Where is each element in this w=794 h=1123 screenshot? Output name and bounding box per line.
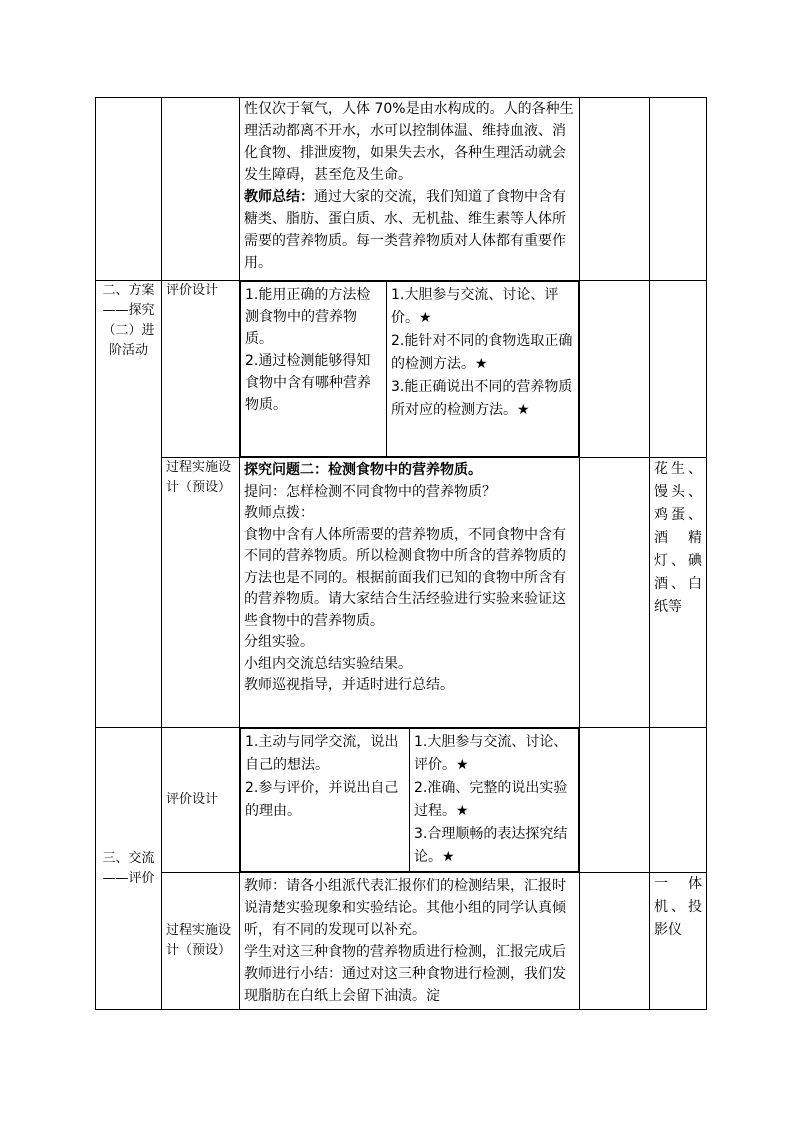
paragraph: 提问：怎样检测不同食物中的营养物质？ xyxy=(244,483,496,500)
paragraph: 食物中含有人体所需要的营养物质，不同食物中含有不同的营养物质。所以检测食物中所含的营养物质的方法也是不同的。根据前面我们已知的食物中所含有的营养物质。请大家结合生活经验进行实验来验证这些食物中的营养物质。 xyxy=(244,526,566,629)
table-row xyxy=(96,873,707,1010)
table-row xyxy=(96,98,707,281)
section-title xyxy=(96,728,162,1010)
list-item: 2.能针对不同的食物选取正确的检测方法。★ xyxy=(391,333,573,372)
row-label: 评价设计 xyxy=(162,728,240,873)
row-label: 过程实施设计（预设） xyxy=(162,458,240,728)
evaluation-left xyxy=(241,729,410,872)
question-title-text: 探究问题二：检测食物中的营养物质。 xyxy=(244,462,482,478)
paragraph: 教师：请各小组派代表汇报你们的检测结果，汇报时说清楚实验现象和实验结论。其他小组的同学认真倾听，有不同的发现可以补充。 xyxy=(244,878,566,938)
process-cell xyxy=(240,458,580,728)
summary-text: 通过大家的交流，我们知道了食物中含有糖类、脂肪、蛋白质、水、无机盐、维生素等人体所需要的营养物质。每一类营养物质对人体都有重要作用。 xyxy=(244,189,566,271)
table-row xyxy=(96,728,707,873)
lesson-plan-table xyxy=(95,97,707,1010)
blank-cell xyxy=(580,873,650,1010)
list-item: 2.参与评价，并说出自己的理由。 xyxy=(245,780,399,819)
evaluation-split xyxy=(240,728,579,872)
table-row xyxy=(96,458,707,728)
content-cell xyxy=(240,98,580,281)
evaluation-cell xyxy=(240,281,580,458)
question-title xyxy=(244,460,575,482)
resources-cell: 花生、馒头、鸡蛋、酒 精 灯、碘酒、白纸等 xyxy=(650,458,707,728)
label-cell-empty xyxy=(162,98,240,281)
list-item: 1.能用正确的方法检测食物中的营养物质。 xyxy=(245,287,371,347)
list-item: 1.主动与同学交流，说出自己的想法。 xyxy=(245,734,399,773)
resource-cell-empty xyxy=(650,281,707,458)
evaluation-right xyxy=(387,282,579,457)
section-title-text: 二、方案——探究（二）进阶活动 xyxy=(102,283,155,358)
paragraph: 小组内交流总结实验结果。 xyxy=(244,655,412,672)
list-item: 3.能正确说出不同的营养物质所对应的检测方法。★ xyxy=(391,379,573,418)
evaluation-split xyxy=(240,281,579,457)
blank-cell xyxy=(580,458,650,728)
list-item: 2.通过检测能够得知食物中含有哪种营养物质。 xyxy=(245,353,371,413)
resource-cell-empty xyxy=(650,98,707,281)
evaluation-right xyxy=(410,729,579,872)
list-item: 3.合理顺畅的表达探究结论。★ xyxy=(414,826,568,865)
process-cell xyxy=(240,873,580,1010)
blank-cell xyxy=(580,728,650,873)
table-row xyxy=(96,281,707,458)
paragraph: 教师巡视指导，并适时进行总结。 xyxy=(244,677,454,693)
row-label: 过程实施设计（预设） xyxy=(162,873,240,1010)
section-cell-empty xyxy=(96,98,162,281)
section-title-text: 三、交流——评价 xyxy=(102,850,155,886)
evaluation-cell xyxy=(240,728,580,873)
summary-paragraph xyxy=(244,186,575,274)
paragraph: 性仅次于氧气，人体 70%是由水构成的。人的各种生理活动都离不开水，水可以控制体温、维持血液、消化食物、排泄废物，如果失去水，各种生理活动就会发生障碍，甚至危及生命。 xyxy=(244,101,574,183)
section-title xyxy=(96,281,162,728)
list-item: 1.大胆参与交流、讨论、评价。★ xyxy=(414,734,568,773)
list-item: 1.大胆参与交流、讨论、评价。★ xyxy=(391,287,559,326)
blank-cell xyxy=(580,281,650,458)
resources-cell: 一 体 机、投影仪 xyxy=(650,873,707,1010)
blank-cell xyxy=(580,98,650,281)
paragraph: 教师点拨： xyxy=(244,505,314,521)
list-item: 2.准确、完整的说出实验过程。★ xyxy=(414,780,568,819)
row-label: 评价设计 xyxy=(162,281,240,458)
evaluation-left xyxy=(241,282,387,457)
paragraph: 分组实验。 xyxy=(244,634,314,650)
resource-cell-empty xyxy=(650,728,707,873)
summary-label: 教师总结： xyxy=(244,189,314,205)
paragraph: 学生对这三种食物的营养物质进行检测，汇报完成后教师进行小结：通过对这三种食物进行检测，我们发现脂肪在白纸上会留下油渍。淀 xyxy=(244,944,566,1004)
